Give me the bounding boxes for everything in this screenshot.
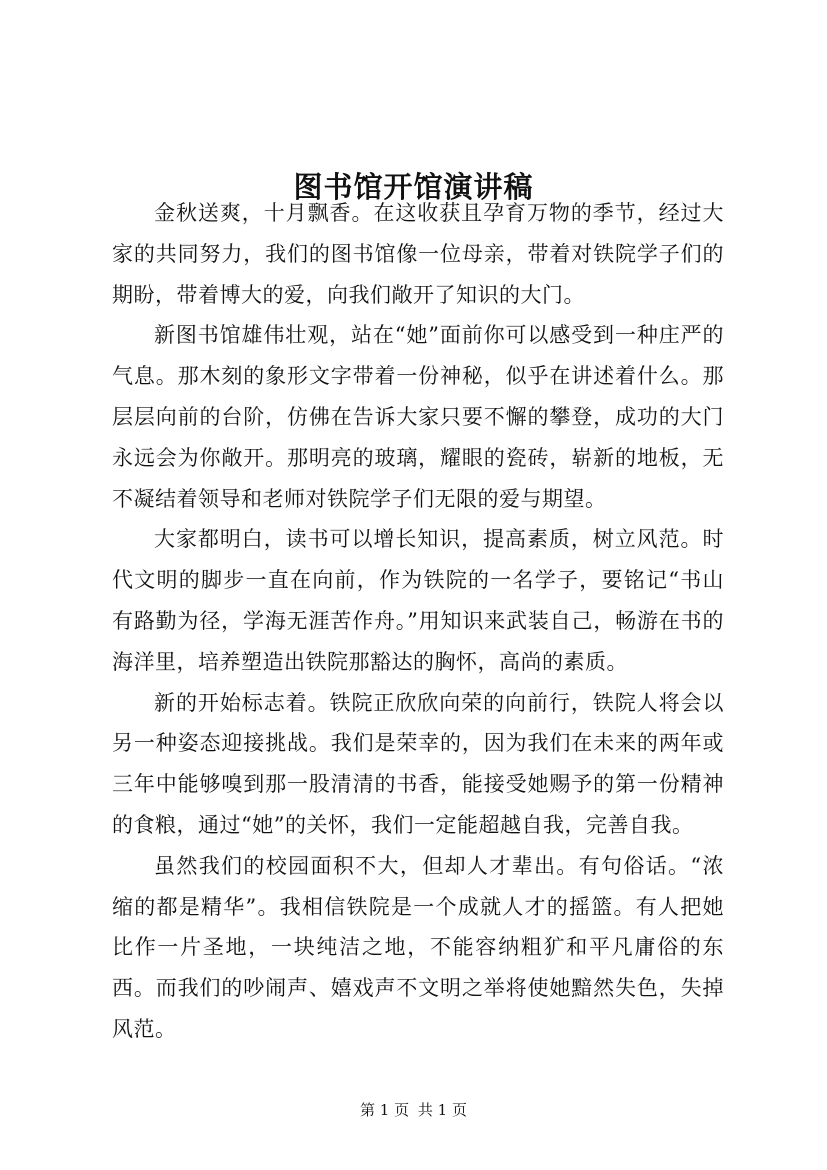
document-title: 图书馆开馆演讲稿 <box>293 170 534 205</box>
paragraph-4: 新的开始标志着。铁院正欣欣向荣的向前行，铁院人将会以另一种姿态迎接挑战。我们是荣幸的，因为我们在未来的两年或三年中能够嗅到那一股清清的书香，能接受她赐予的第一份精神的食粮，通过“她”的关怀，我们一定能超越自我，完善自我。 <box>112 690 724 837</box>
page-total: 共 1 页 <box>417 1101 467 1119</box>
document-body <box>112 193 724 1050</box>
page-number: 第 1 页 <box>360 1101 410 1119</box>
paragraph-3: 大家都明白，读书可以增长知识，提高素质，树立风范。时代文明的脚步一直在向前，作为铁院的一名学子，要铭记“书山有路勤为径，学海无涯苦作舟。”用知识来武装自己，畅游在书的海洋里，培养塑造出铁院那豁达的胸怀，高尚的素质。 <box>112 527 724 674</box>
page-footer <box>0 1100 827 1120</box>
paragraph-5: 虽然我们的校园面积不大，但却人才辈出。有句俗话。“浓缩的都是精华”。我相信铁院是一个成就人才的摇篮。有人把她比作一片圣地，一块纯洁之地，不能容纳粗犷和平凡庸俗的东西。而我们的吵闹声、嬉戏声不文明之举将使她黯然失色，失掉风范。 <box>112 853 724 1041</box>
paragraph-2: 新图书馆雄伟壮观，站在“她”面前你可以感受到一种庄严的气息。那木刻的象形文字带着一份神秘，似乎在讲述着什么。那层层向前的台阶，仿佛在告诉大家只要不懈的攀登，成功的大门永远会为你敞开。那明亮的玻璃，耀眼的瓷砖，崭新的地板，无不凝结着领导和老师对铁院学子们无限的爱与期望。 <box>112 323 724 511</box>
paragraph-1: 金秋送爽，十月飘香。在这收获且孕育万物的季节，经过大家的共同努力，我们的图书馆像一位母亲，带着对铁院学子们的期盼，带着博大的爱，向我们敞开了知识的大门。 <box>112 201 724 307</box>
